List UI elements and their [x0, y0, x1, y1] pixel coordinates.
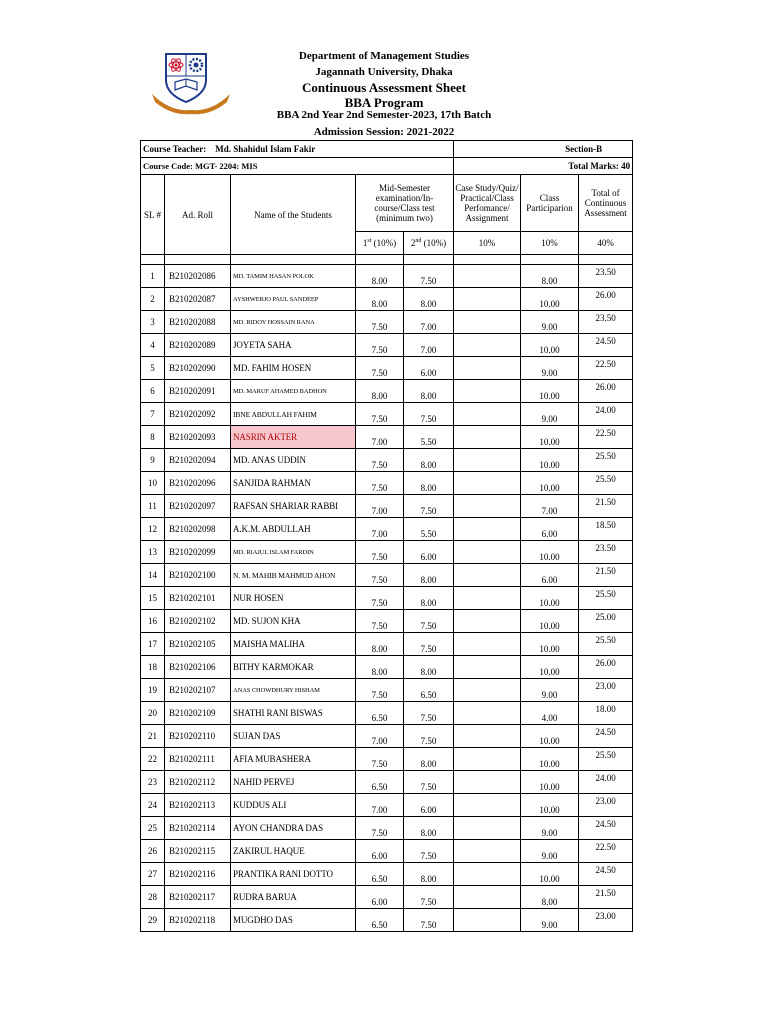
table-row — [141, 380, 633, 403]
program-name: BBA Program — [344, 95, 424, 110]
spacer-row — [141, 255, 633, 265]
mid-1-score: 7.50 — [356, 587, 404, 610]
sheet-title: Continuous Assessment Sheet — [302, 80, 466, 95]
mid-2-score: 7.50 — [404, 771, 454, 794]
class-participation-score: 9.00 — [521, 403, 579, 426]
student-name-cell: SANJIDA RAHMAN — [231, 472, 356, 495]
class-participation-score: 10.00 — [521, 449, 579, 472]
class-participation-score: 6.00 — [521, 518, 579, 541]
class-participation-score: 10.00 — [521, 725, 579, 748]
mid-1-score: 6.50 — [356, 863, 404, 886]
class-participation-score: 4.00 — [521, 702, 579, 725]
roll-cell: B210202113 — [165, 794, 231, 817]
sl-cell: 28 — [141, 886, 165, 909]
mid-2-score: 5.50 — [404, 426, 454, 449]
roll-cell: B210202087 — [165, 288, 231, 311]
mid-2-score: 7.50 — [404, 886, 454, 909]
mid-2-score: 6.00 — [404, 357, 454, 380]
class-participation-score: 9.00 — [521, 311, 579, 334]
roll-cell: B210202112 — [165, 771, 231, 794]
class-participation-score: 10.00 — [521, 610, 579, 633]
roll-cell: B210202105 — [165, 633, 231, 656]
section-label: Section-B — [454, 141, 633, 158]
total-score: 22.50 — [579, 840, 633, 863]
roll-cell: B210202086 — [165, 265, 231, 288]
col-roll: Ad. Roll — [165, 175, 231, 255]
student-name-cell: PRANTIKA RANI DOTTO — [231, 863, 356, 886]
student-name-cell: NASRIN AKTER — [231, 426, 356, 449]
class-participation-score: 7.00 — [521, 495, 579, 518]
total-score: 21.50 — [579, 564, 633, 587]
case-study-score — [454, 564, 521, 587]
total-pct: 40% — [579, 232, 633, 255]
case-study-score — [454, 886, 521, 909]
case-study-score — [454, 771, 521, 794]
roll-cell: B210202116 — [165, 863, 231, 886]
mid-1-score: 8.00 — [356, 265, 404, 288]
roll-cell: B210202089 — [165, 334, 231, 357]
mid-1-score: 7.50 — [356, 357, 404, 380]
table-row — [141, 771, 633, 794]
class-participation-score: 10.00 — [521, 380, 579, 403]
case-study-score — [454, 817, 521, 840]
roll-cell: B210202099 — [165, 541, 231, 564]
mid-2-score: 7.50 — [404, 610, 454, 633]
case-study-score — [454, 380, 521, 403]
total-score: 18.50 — [579, 518, 633, 541]
sl-cell: 1 — [141, 265, 165, 288]
total-score: 23.00 — [579, 679, 633, 702]
roll-cell: B210202101 — [165, 587, 231, 610]
roll-cell: B210202091 — [165, 380, 231, 403]
case-study-score — [454, 863, 521, 886]
mid-1-score: 7.00 — [356, 495, 404, 518]
student-name-cell: NUR HOSEN — [231, 587, 356, 610]
total-score: 26.00 — [579, 380, 633, 403]
roll-cell: B210202088 — [165, 311, 231, 334]
total-score: 23.50 — [579, 541, 633, 564]
column-header-row — [141, 175, 633, 232]
sl-cell: 7 — [141, 403, 165, 426]
total-score: 23.00 — [579, 794, 633, 817]
roll-cell: B210202107 — [165, 679, 231, 702]
mid-2-score: 6.00 — [404, 541, 454, 564]
table-row — [141, 426, 633, 449]
roll-cell: B210202102 — [165, 610, 231, 633]
case-study-score — [454, 840, 521, 863]
student-name-cell: MUGDHO DAS — [231, 909, 356, 932]
table-row — [141, 472, 633, 495]
table-row — [141, 334, 633, 357]
mid-2-score: 7.50 — [404, 725, 454, 748]
total-score: 26.00 — [579, 656, 633, 679]
class-participation-score: 6.00 — [521, 564, 579, 587]
total-score: 22.50 — [579, 357, 633, 380]
student-name-cell: SHATHI RANI BISWAS — [231, 702, 356, 725]
total-score: 24.00 — [579, 771, 633, 794]
mid-1-score: 7.50 — [356, 564, 404, 587]
total-score: 24.50 — [579, 725, 633, 748]
student-name-cell: SUJAN DAS — [231, 725, 356, 748]
mid-1-score: 7.00 — [356, 794, 404, 817]
table-row — [141, 794, 633, 817]
class-participation-score: 10.00 — [521, 748, 579, 771]
mid-2-score: 7.00 — [404, 334, 454, 357]
roll-cell: B210202111 — [165, 748, 231, 771]
table-row — [141, 702, 633, 725]
mid-1-score: 7.50 — [356, 334, 404, 357]
table-row — [141, 633, 633, 656]
mid-2-score: 8.00 — [404, 380, 454, 403]
case-study-score — [454, 541, 521, 564]
class-participation-score: 9.00 — [521, 817, 579, 840]
university-name: Jagannath University, Dhaka — [315, 66, 453, 78]
table-row — [141, 886, 633, 909]
sl-cell: 27 — [141, 863, 165, 886]
mid-1-score: 8.00 — [356, 633, 404, 656]
class-participation-score: 10.00 — [521, 863, 579, 886]
case-study-score — [454, 633, 521, 656]
student-name-cell: JOYETA SAHA — [231, 334, 356, 357]
mid-1-score: 7.00 — [356, 518, 404, 541]
mid-1-score: 7.50 — [356, 541, 404, 564]
col-name: Name of the Students — [231, 175, 356, 255]
mid-2-score: 6.50 — [404, 679, 454, 702]
col-mid: Mid-Semester examination/In-course/Class test (minimum two) — [356, 175, 454, 232]
table-row — [141, 541, 633, 564]
class-participation-score: 10.00 — [521, 587, 579, 610]
class-participation-score: 10.00 — [521, 656, 579, 679]
roll-cell: B210202100 — [165, 564, 231, 587]
total-score: 23.50 — [579, 311, 633, 334]
student-name-cell: MAISHA MALIHA — [231, 633, 356, 656]
total-score: 25.50 — [579, 472, 633, 495]
sl-cell: 20 — [141, 702, 165, 725]
roll-cell: B210202109 — [165, 702, 231, 725]
sl-cell: 5 — [141, 357, 165, 380]
student-name-cell: BITHY KARMOKAR — [231, 656, 356, 679]
mid-2-score: 8.00 — [404, 472, 454, 495]
case-study-score — [454, 748, 521, 771]
sl-cell: 23 — [141, 771, 165, 794]
roll-cell: B210202092 — [165, 403, 231, 426]
mid-2-score: 8.00 — [404, 817, 454, 840]
mid-2-score: 7.00 — [404, 311, 454, 334]
total-score: 24.50 — [579, 863, 633, 886]
case-study-score — [454, 472, 521, 495]
case-study-score — [454, 265, 521, 288]
roll-cell: B210202097 — [165, 495, 231, 518]
class-participation-score: 9.00 — [521, 679, 579, 702]
mid-1-score: 7.50 — [356, 403, 404, 426]
sl-cell: 12 — [141, 518, 165, 541]
total-score: 25.50 — [579, 587, 633, 610]
roll-cell: B210202098 — [165, 518, 231, 541]
sl-cell: 22 — [141, 748, 165, 771]
mid-2-score: 8.00 — [404, 449, 454, 472]
table-row — [141, 656, 633, 679]
case-study-score — [454, 656, 521, 679]
roll-cell: B210202115 — [165, 840, 231, 863]
case-study-score — [454, 725, 521, 748]
total-score: 25.00 — [579, 610, 633, 633]
table-row — [141, 817, 633, 840]
class-participation-score: 10.00 — [521, 794, 579, 817]
sl-cell: 18 — [141, 656, 165, 679]
sl-cell: 4 — [141, 334, 165, 357]
sl-cell: 25 — [141, 817, 165, 840]
roll-cell: B210202096 — [165, 472, 231, 495]
col-case-study: Case Study/Quiz/ Practical/Class Perfomance/ Assignment — [454, 175, 521, 232]
student-name-cell: A.K.M. ABDULLAH — [231, 518, 356, 541]
mid-2-score: 7.50 — [404, 495, 454, 518]
semester-info: BBA 2nd Year 2nd Semester-2023, 17th Batch — [276, 109, 492, 121]
total-marks: Total Marks: 40 — [454, 158, 633, 175]
mid-1-score: 6.00 — [356, 886, 404, 909]
mid-1-header: 1st (10%) — [356, 232, 404, 255]
table-row — [141, 587, 633, 610]
mid-2-score: 7.50 — [404, 909, 454, 932]
student-name-cell: MD. FAHIM HOSEN — [231, 357, 356, 380]
sl-cell: 2 — [141, 288, 165, 311]
case-study-score — [454, 518, 521, 541]
class-participation-score: 9.00 — [521, 909, 579, 932]
case-study-score — [454, 357, 521, 380]
table-row — [141, 265, 633, 288]
class-participation-score: 9.00 — [521, 840, 579, 863]
student-name-cell: ZAKIRUL HAQUE — [231, 840, 356, 863]
mid-2-score: 8.00 — [404, 863, 454, 886]
mid-1-score: 6.50 — [356, 702, 404, 725]
mid-2-score: 8.00 — [404, 288, 454, 311]
sl-cell: 10 — [141, 472, 165, 495]
sl-cell: 24 — [141, 794, 165, 817]
department-name: Department of Management Studies — [298, 50, 470, 62]
mid-1-score: 7.50 — [356, 748, 404, 771]
mid-2-header: 2nd (10%) — [404, 232, 454, 255]
mid-2-score: 8.00 — [404, 656, 454, 679]
mid-1-score: 7.50 — [356, 679, 404, 702]
case-study-score — [454, 702, 521, 725]
roll-cell: B210202118 — [165, 909, 231, 932]
mid-1-score: 6.50 — [356, 771, 404, 794]
mid-1-score: 8.00 — [356, 288, 404, 311]
course-teacher-row — [141, 141, 633, 158]
total-score: 26.00 — [579, 288, 633, 311]
student-name-cell: MD. RIDOY HOSSAIN RANA — [231, 311, 356, 334]
mid-1-score: 8.00 — [356, 656, 404, 679]
case-study-score — [454, 403, 521, 426]
total-score: 23.50 — [579, 265, 633, 288]
mid-2-score: 7.50 — [404, 265, 454, 288]
mid-2-score: 6.00 — [404, 794, 454, 817]
roll-cell: B210202110 — [165, 725, 231, 748]
roll-cell: B210202090 — [165, 357, 231, 380]
student-name-cell: MD. ANAS UDDIN — [231, 449, 356, 472]
class-participation-score: 10.00 — [521, 771, 579, 794]
sl-cell: 6 — [141, 380, 165, 403]
sl-cell: 14 — [141, 564, 165, 587]
table-row — [141, 288, 633, 311]
roll-cell: B210202093 — [165, 426, 231, 449]
student-name-cell: AYON CHANDRA DAS — [231, 817, 356, 840]
case-study-score — [454, 426, 521, 449]
sl-cell: 26 — [141, 840, 165, 863]
mid-1-score: 6.50 — [356, 909, 404, 932]
sl-cell: 3 — [141, 311, 165, 334]
case-study-score — [454, 679, 521, 702]
student-name-cell: RUDRA BARUA — [231, 886, 356, 909]
table-row — [141, 357, 633, 380]
case-pct: 10% — [454, 232, 521, 255]
mid-2-score: 7.50 — [404, 633, 454, 656]
col-class-participation: Class Participarion — [521, 175, 579, 232]
roll-cell: B210202106 — [165, 656, 231, 679]
class-participation-score: 10.00 — [521, 426, 579, 449]
student-name-cell: MD. RIAJUL ISLAM FARDIN — [231, 541, 356, 564]
case-study-score — [454, 311, 521, 334]
class-participation-score: 8.00 — [521, 886, 579, 909]
mid-1-score: 7.00 — [356, 426, 404, 449]
class-participation-score: 9.00 — [521, 357, 579, 380]
class-participation-score: 10.00 — [521, 334, 579, 357]
total-score: 21.50 — [579, 495, 633, 518]
course-teacher-label: Course Teacher: — [143, 144, 207, 154]
student-name-cell: ANAS CHOWDHURY HISHAM — [231, 679, 356, 702]
table-row — [141, 909, 633, 932]
assessment-table — [140, 140, 633, 932]
student-name-cell: MD. MARUF AHAMED BADHON — [231, 380, 356, 403]
mid-1-score: 6.00 — [356, 840, 404, 863]
col-total: Total of Continuous Assessment — [579, 175, 633, 232]
roll-cell: B210202114 — [165, 817, 231, 840]
total-score: 25.50 — [579, 748, 633, 771]
sl-cell: 19 — [141, 679, 165, 702]
total-score: 25.50 — [579, 633, 633, 656]
course-teacher-name: Md. Shahidul Islam Fakir — [215, 144, 316, 154]
mid-1-score: 7.50 — [356, 817, 404, 840]
table-row — [141, 610, 633, 633]
student-name-cell: AYSHWERJO PAUL SANDEEP — [231, 288, 356, 311]
class-pct: 10% — [521, 232, 579, 255]
case-study-score — [454, 610, 521, 633]
table-row — [141, 518, 633, 541]
student-name-cell: NAHID PERVEJ — [231, 771, 356, 794]
case-study-score — [454, 909, 521, 932]
mid-1-score: 8.00 — [356, 380, 404, 403]
case-study-score — [454, 288, 521, 311]
class-participation-score: 10.00 — [521, 633, 579, 656]
mid-2-score: 5.50 — [404, 518, 454, 541]
total-score: 25.50 — [579, 449, 633, 472]
class-participation-score: 8.00 — [521, 265, 579, 288]
col-sl: SL # — [141, 175, 165, 255]
table-row — [141, 311, 633, 334]
student-name-cell: MD. TAMIM HASAN POLOK — [231, 265, 356, 288]
mid-1-score: 7.50 — [356, 449, 404, 472]
total-score: 23.00 — [579, 909, 633, 932]
table-row — [141, 564, 633, 587]
student-name-cell: N. M. MAHIB MAHMUD AHON — [231, 564, 356, 587]
total-score: 22.50 — [579, 426, 633, 449]
case-study-score — [454, 495, 521, 518]
mid-2-score: 8.00 — [404, 587, 454, 610]
sl-cell: 8 — [141, 426, 165, 449]
sl-cell: 11 — [141, 495, 165, 518]
student-name-cell: KUDDUS ALI — [231, 794, 356, 817]
student-name-cell: AFIA MUBASHERA — [231, 748, 356, 771]
student-name-cell: MD. SUJON KHA — [231, 610, 356, 633]
sl-cell: 21 — [141, 725, 165, 748]
table-row — [141, 679, 633, 702]
total-score: 18.00 — [579, 702, 633, 725]
total-score: 21.50 — [579, 886, 633, 909]
table-row — [141, 403, 633, 426]
case-study-score — [454, 794, 521, 817]
mid-2-score: 7.50 — [404, 702, 454, 725]
table-row — [141, 725, 633, 748]
mid-2-score: 8.00 — [404, 564, 454, 587]
total-score: 24.50 — [579, 817, 633, 840]
roll-cell: B210202094 — [165, 449, 231, 472]
course-code: Course Code: MGT- 2204: MIS — [141, 158, 454, 175]
mid-1-score: 7.50 — [356, 472, 404, 495]
roll-cell: B210202117 — [165, 886, 231, 909]
case-study-score — [454, 334, 521, 357]
class-participation-score: 10.00 — [521, 541, 579, 564]
student-name-cell: RAFSAN SHARIAR RABBI — [231, 495, 356, 518]
sl-cell: 15 — [141, 587, 165, 610]
table-row — [141, 449, 633, 472]
mid-1-score: 7.50 — [356, 610, 404, 633]
sl-cell: 29 — [141, 909, 165, 932]
course-code-row — [141, 158, 633, 175]
total-score: 24.50 — [579, 334, 633, 357]
class-participation-score: 10.00 — [521, 288, 579, 311]
mid-1-score: 7.00 — [356, 725, 404, 748]
table-row — [141, 748, 633, 771]
mid-1-score: 7.50 — [356, 311, 404, 334]
mid-2-score: 7.50 — [404, 403, 454, 426]
class-participation-score: 10.00 — [521, 472, 579, 495]
admission-session: Admission Session: 2021-2022 — [313, 126, 455, 138]
sl-cell: 13 — [141, 541, 165, 564]
table-row — [141, 840, 633, 863]
sl-cell: 16 — [141, 610, 165, 633]
table-row — [141, 495, 633, 518]
case-study-score — [454, 449, 521, 472]
sl-cell: 9 — [141, 449, 165, 472]
mid-2-score: 7.50 — [404, 840, 454, 863]
table-row — [141, 863, 633, 886]
student-name-cell: IBNE ABDULLAH FAHIM — [231, 403, 356, 426]
case-study-score — [454, 587, 521, 610]
mid-2-score: 8.00 — [404, 748, 454, 771]
total-score: 24.00 — [579, 403, 633, 426]
sl-cell: 17 — [141, 633, 165, 656]
